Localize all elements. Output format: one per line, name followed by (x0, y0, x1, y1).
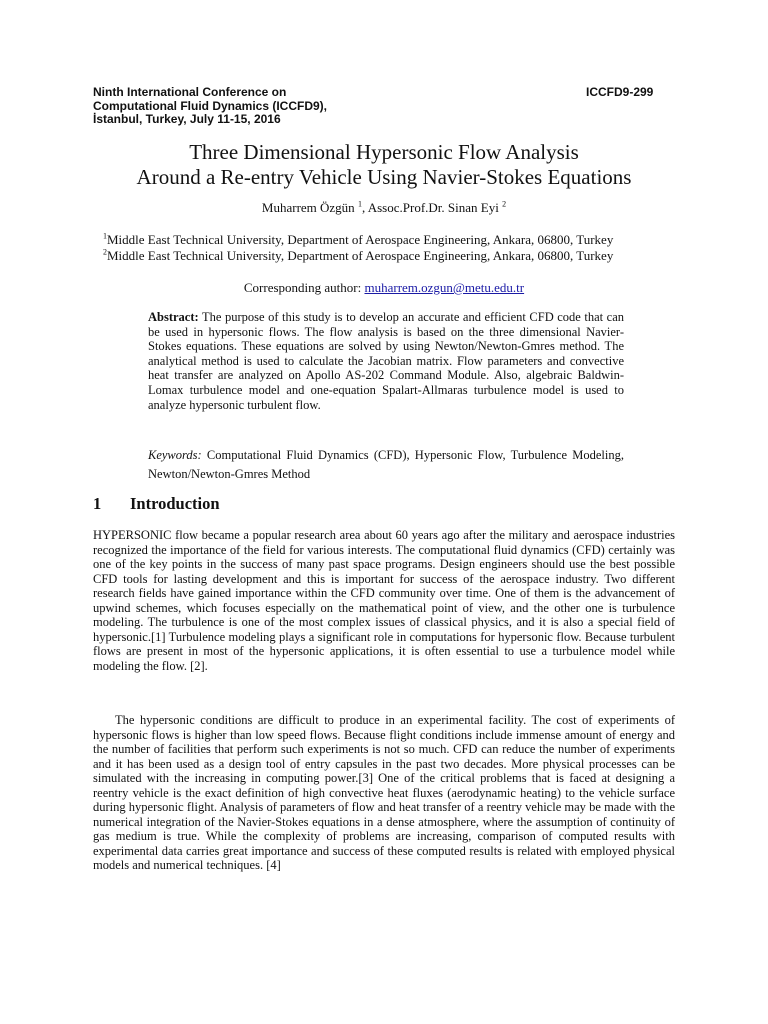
affiliations (103, 232, 673, 264)
body-paragraph: HYPERSONIC flow became a popular research area about 60 years ago after the military and aerospace industries recognized the importance of the field for various interests. The computational fluid dynamics (CFD) certainly was one of the key points in the success of many past space programs. Design engineers should use the best possible CFD tools for lasting development and this is important for success of the aerospace industry. Two different research fields have gained importance within the CFD community over time. One of them is the advancement of upwind schemes, which focuses especially on the mathematical point of view, and the other one is turbulence modeling. The turbulence is one of the most complex issues of classical physics, and it is also a special field of hypersonic.[1] Turbulence modeling plays a significant role in computations for hypersonic flow. Because turbulent flows are present in most of the hypersonic applications, it is often essential to use a turbulence model while modeling the flow. [2]. (93, 528, 675, 673)
affiliation-mark: 1 (103, 231, 107, 241)
section-title: Introduction (130, 494, 220, 513)
corresponding-author (0, 280, 768, 296)
section-number: 1 (93, 494, 102, 513)
title-line: Around a Re-entry Vehicle Using Navier-Stokes Equations (136, 165, 632, 189)
author-affiliation-mark: 1 (357, 199, 362, 209)
author-list (0, 200, 768, 216)
affiliation-mark: 2 (103, 247, 107, 257)
corresponding-label: Corresponding author: (243, 280, 362, 295)
body-paragraph: The hypersonic conditions are difficult to produce in an experimental facility. The cost of experiments of hypersonic flows is higher than low speed flows. Because flight conditions include immense amount of energy and the number of facilities that perform such experiments is not so much. CFD can reduce the number of experiments and it has been used as a design tool of entry capsules in the past two decades. More physical processes can be simulated with the increasing in computing power.[3] One of the critical problems that is faced at designing a reentry vehicle is the exact definition of high convective heat fluxes (aerodynamic heating) to the vehicle surface during hypersonic flight. Analysis of parameters of flow and heat transfer of a reentry vehicle may be made with the numerical integration of the Navier-Stokes equations in a dense atmosphere, where the assumption of continuity of gas medium is true. While the complexity of problems are increasing, comparison of computed results with experimental data carries great importance and success of these computed results is related with employed physical models and numerical techniques. [4] (93, 713, 675, 872)
author-separator: , (361, 200, 368, 215)
affiliation-line (103, 232, 673, 248)
author-name: Assoc.Prof.Dr. Sinan Eyi (367, 200, 499, 215)
paper-title (0, 140, 768, 190)
author-name: Muharrem Özgün (261, 200, 355, 215)
affiliation-line (103, 248, 673, 264)
abstract-label: Abstract: (148, 310, 199, 324)
paper-id: ICCFD9-299 (586, 85, 654, 99)
title-line: Three Dimensional Hypersonic Flow Analysis (189, 140, 579, 164)
corresponding-email-link[interactable]: muharrem.ozgun@metu.edu.tr (364, 280, 525, 295)
keywords (148, 446, 624, 484)
keywords-text: Computational Fluid Dynamics (CFD), Hypersonic Flow, Turbulence Modeling, Newton/Newton-Gmres Method (148, 448, 625, 481)
affiliation-text: Middle East Technical University, Department of Aerospace Engineering, Ankara, 06800, Turkey (107, 248, 614, 263)
abstract (148, 310, 624, 412)
conference-line: İstanbul, Turkey, July 11-15, 2016 (93, 112, 281, 126)
abstract-text: The purpose of this study is to develop an accurate and efficient CFD code that can be used in hypersonic flows. The flow analysis is based on the three dimensional Navier-Stokes equations. These equations are solved by using Newton/Newton-Gmres method. The analytical method is used to calculate the Jacobian matrix. Flow parameters and convective heat transfer are analyzed on Apollo AS-202 Command Module. Also, algebraic Baldwin-Lomax turbulence model and one-equation Spalart-Allmaras turbulence model is used to analyze hypersonic turbulent flow. (148, 310, 624, 412)
conference-line: Computational Fluid Dynamics (ICCFD9), (93, 98, 328, 113)
conference-line: Ninth International Conference on (93, 85, 287, 99)
keywords-label: Keywords: (148, 448, 202, 462)
section-heading (93, 494, 220, 514)
author-affiliation-mark: 2 (502, 199, 507, 209)
conference-info (93, 86, 493, 127)
affiliation-text: Middle East Technical University, Department of Aerospace Engineering, Ankara, 06800, Turkey (107, 232, 614, 247)
